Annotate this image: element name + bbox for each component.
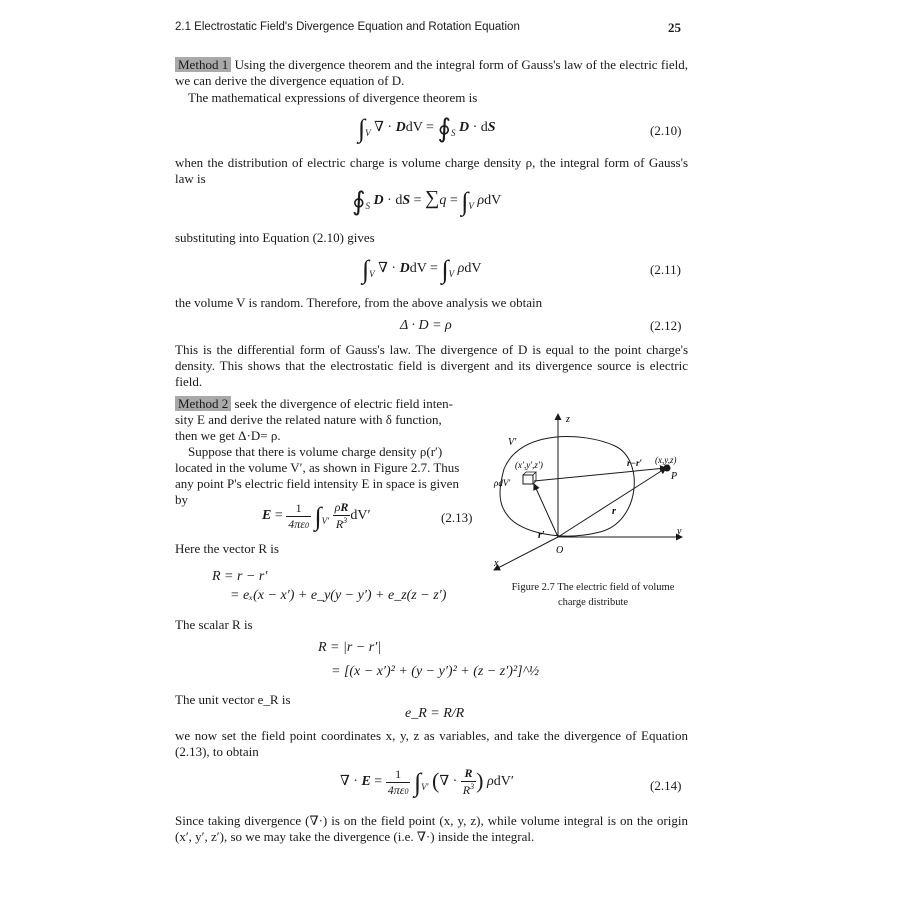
- volume-element-depth: [523, 472, 536, 484]
- method2-line7: by: [175, 492, 188, 507]
- divergence-inside-integral-text: Since taking divergence (∇·) is on the field point (x, y, z), while volume integral is on the origin (x′, y′, z′), so we may take the divergence (i.e. ∇·) inside the integral.: [175, 813, 688, 844]
- gauss-integral-equation: $∮_S$ D · dS = $\sum q = \int_V$ ρdV: [352, 187, 502, 216]
- label-y: y: [677, 526, 682, 537]
- method2-line6: any point P's electric field intensity E in space is given: [175, 476, 459, 491]
- label-r: r: [612, 506, 616, 517]
- method2-line2: sity E and derive the related nature with δ function,: [175, 412, 442, 427]
- equation-2-10: $\int_V$ ∇ · DdV = $∮_S$ D · dS: [358, 114, 496, 143]
- x-axis: [494, 537, 558, 570]
- label-source-point: (x′,y′,z′): [515, 460, 543, 470]
- method2-line4: Suppose that there is volume charge density ρ(r′): [188, 444, 443, 459]
- scalar-R-text: The scalar R is: [175, 617, 253, 632]
- caption-line1: Figure 2.7 The electric field of volume: [511, 582, 675, 593]
- label-r-prime: r′: [538, 530, 545, 541]
- r-minus-r-prime-vector: [534, 468, 666, 481]
- label-P: P: [671, 471, 678, 482]
- label-O: O: [556, 545, 564, 556]
- equation-2-12: Δ · D = ρ: [400, 318, 452, 333]
- running-header: 2.1 Electrostatic Field's Divergence Equation and Rotation Equation: [175, 21, 520, 33]
- label-V-prime: V′: [508, 437, 517, 448]
- method2-line3: then we get Δ·D= ρ.: [175, 428, 281, 443]
- method2-line5: located in the volume V′, as shown in Figure 2.7. Thus: [175, 460, 460, 475]
- equation-2-11: $\int_V$ ∇ · DdV = $\int_V$ ρdV: [362, 255, 482, 284]
- label-z: z: [566, 414, 570, 425]
- label-r-minus-r-prime: r−r′: [627, 458, 642, 468]
- figure-2-7-caption: [493, 580, 693, 610]
- equation-R-line1: R = r − r′: [212, 569, 268, 584]
- label-rho-dV: ρdV′: [494, 478, 511, 488]
- page-number: 25: [668, 20, 681, 35]
- equation-scalar-line2: = [(x − x′)² + (y − y′)² + (z − z′)²]^½: [331, 664, 539, 679]
- equation-R-line2: = eₓ(x − x′) + e_y(y − y′) + e_z(z − z′): [230, 588, 447, 603]
- equation-2-10-number: (2.10): [650, 123, 682, 138]
- field-point-text: we now set the field point coordinates x, y, z as variables, and take the divergence of Equation (2.13), to obtain: [175, 728, 688, 759]
- method1-text: Using the divergence theorem and the integral form of Gauss's law of the electric field, we can derive the divergence equation of D.: [175, 57, 688, 88]
- divergence-theorem-intro: The mathematical expressions of divergence theorem is: [188, 90, 478, 105]
- equation-2-14-number: (2.14): [650, 778, 682, 793]
- field-point-dot: [664, 465, 671, 472]
- volume-boundary: [500, 437, 634, 536]
- differential-form-text: This is the differential form of Gauss's law. The divergence of D is equal to the point charge's density. This shows that the electrostatic field is divergent and its divergence source is electric field.: [175, 342, 688, 389]
- label-x: x: [494, 558, 499, 569]
- unit-vector-text: The unit vector e_R is: [175, 692, 291, 707]
- volume-element-box: [523, 475, 533, 484]
- vector-R-text: Here the vector R is: [175, 541, 279, 556]
- equation-2-13-number: (2.13): [441, 510, 473, 525]
- equation-scalar-line1: R = |r − r′|: [318, 640, 382, 655]
- substitution-text: substituting into Equation (2.10) gives: [175, 230, 375, 245]
- caption-line2: charge distribute: [557, 597, 629, 608]
- label-field-point: (x,y,z): [655, 455, 677, 465]
- equation-2-12-number: (2.12): [650, 318, 682, 333]
- equation-2-11-number: (2.11): [650, 262, 681, 277]
- method1-label: Method 1: [175, 57, 231, 72]
- equation-unit-vector: e_R = R/R: [405, 706, 465, 721]
- method2-line1: Method 2 seek the divergence of electric field inten-: [175, 396, 453, 412]
- method1-paragraph: [175, 57, 688, 89]
- figure-2-7: [490, 404, 695, 580]
- method2-label: Method 2: [175, 396, 231, 411]
- gauss-law-text: when the distribution of electric charge is volume charge density ρ, the integral form of Gauss's law is: [175, 155, 688, 186]
- equation-2-14: ∇ · E = $\frac{1}{4\pi\varepsilon 0}$ $\int_{V'}$ (∇ · $\frac{R}{R^3}$ ) ρdV′: [340, 766, 514, 798]
- equation-2-13: E = $\frac{1}{4\pi\varepsilon 0}$ $\int_{V'}$ $\frac{\rho R}{R^3}$ dV′: [262, 500, 371, 532]
- volume-random-text: the volume V is random. Therefore, from the above analysis we obtain: [175, 295, 543, 310]
